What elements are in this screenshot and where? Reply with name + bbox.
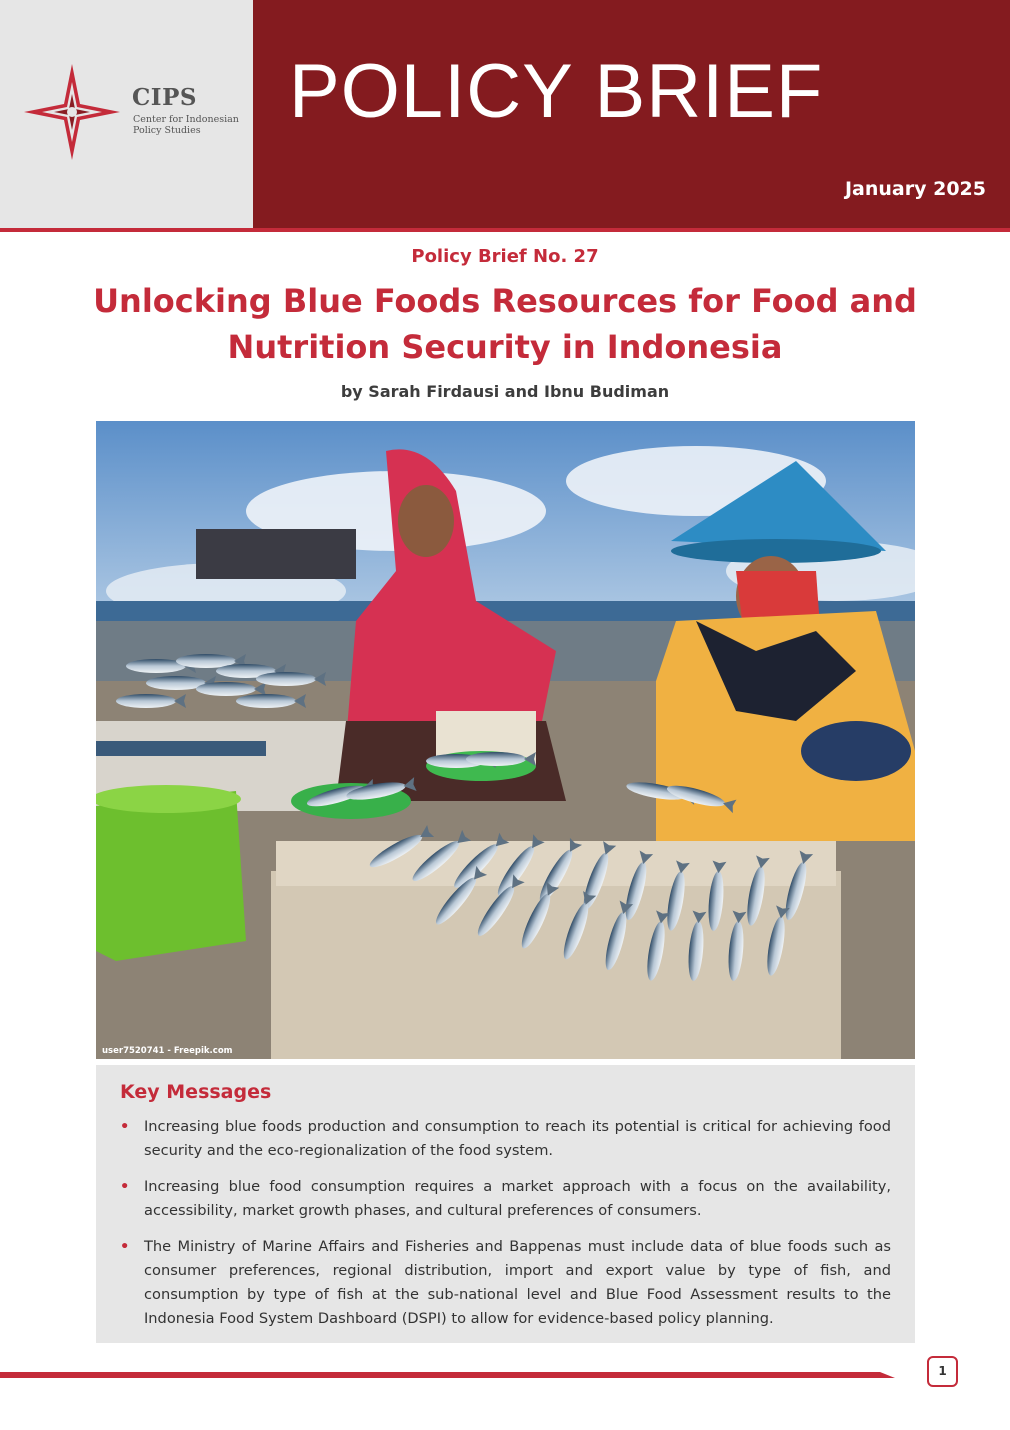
authors-line: by Sarah Firdausi and Ibnu Budiman bbox=[340, 382, 670, 401]
footer-rule bbox=[0, 1372, 895, 1378]
key-messages-box bbox=[96, 1065, 915, 1343]
key-message-text: The Ministry of Marine Affairs and Fisheries and Bappenas must include data of blue foods such as consumer preferences, regional distribution, import and export value by type of fish, and consumption by type of fish at the sub-national level and Blue Food Assessment results to the Indonesia Food System Dashboard (DSPI) to allow for evidence-based policy planning. bbox=[144, 1238, 891, 1327]
logo-name: CIPS bbox=[132, 84, 197, 111]
fish-market-illustration bbox=[96, 421, 915, 1059]
bullet-icon: • bbox=[120, 1238, 130, 1255]
page-header bbox=[0, 0, 1010, 228]
policy-brief-heading: POLICY BRIEF bbox=[289, 49, 824, 134]
brief-number: Policy Brief No. 27 bbox=[411, 246, 599, 267]
logo-panel bbox=[0, 0, 253, 228]
cover-photo bbox=[96, 421, 915, 1059]
key-message-item bbox=[120, 1115, 891, 1163]
title-panel bbox=[253, 0, 1010, 228]
bullet-icon: • bbox=[120, 1118, 130, 1135]
key-message-text: Increasing blue foods production and consumption to reach its potential is critical for achieving food security and the eco-regionalization of the food system. bbox=[144, 1118, 891, 1159]
key-messages-title: Key Messages bbox=[120, 1081, 272, 1103]
bullet-icon: • bbox=[120, 1178, 130, 1195]
header-divider bbox=[0, 228, 1010, 232]
logo-subtitle: Center for Indonesian Policy Studies bbox=[133, 114, 239, 136]
key-message-text: Increasing blue food consumption requires a market approach with a focus on the availability, accessibility, market growth phases, and cultural preferences of consumers. bbox=[144, 1178, 891, 1219]
key-messages-list bbox=[120, 1115, 891, 1343]
key-message-item bbox=[120, 1235, 891, 1331]
cips-logo-icon bbox=[22, 62, 122, 162]
page-number: 1 bbox=[927, 1356, 958, 1387]
document-title: Unlocking Blue Foods Resources for Food and Nutrition Security in Indonesia bbox=[93, 282, 917, 366]
key-message-item bbox=[120, 1175, 891, 1223]
photo-credit: user7520741 - Freepik.com bbox=[102, 1046, 233, 1056]
publication-date: January 2025 bbox=[844, 178, 986, 200]
